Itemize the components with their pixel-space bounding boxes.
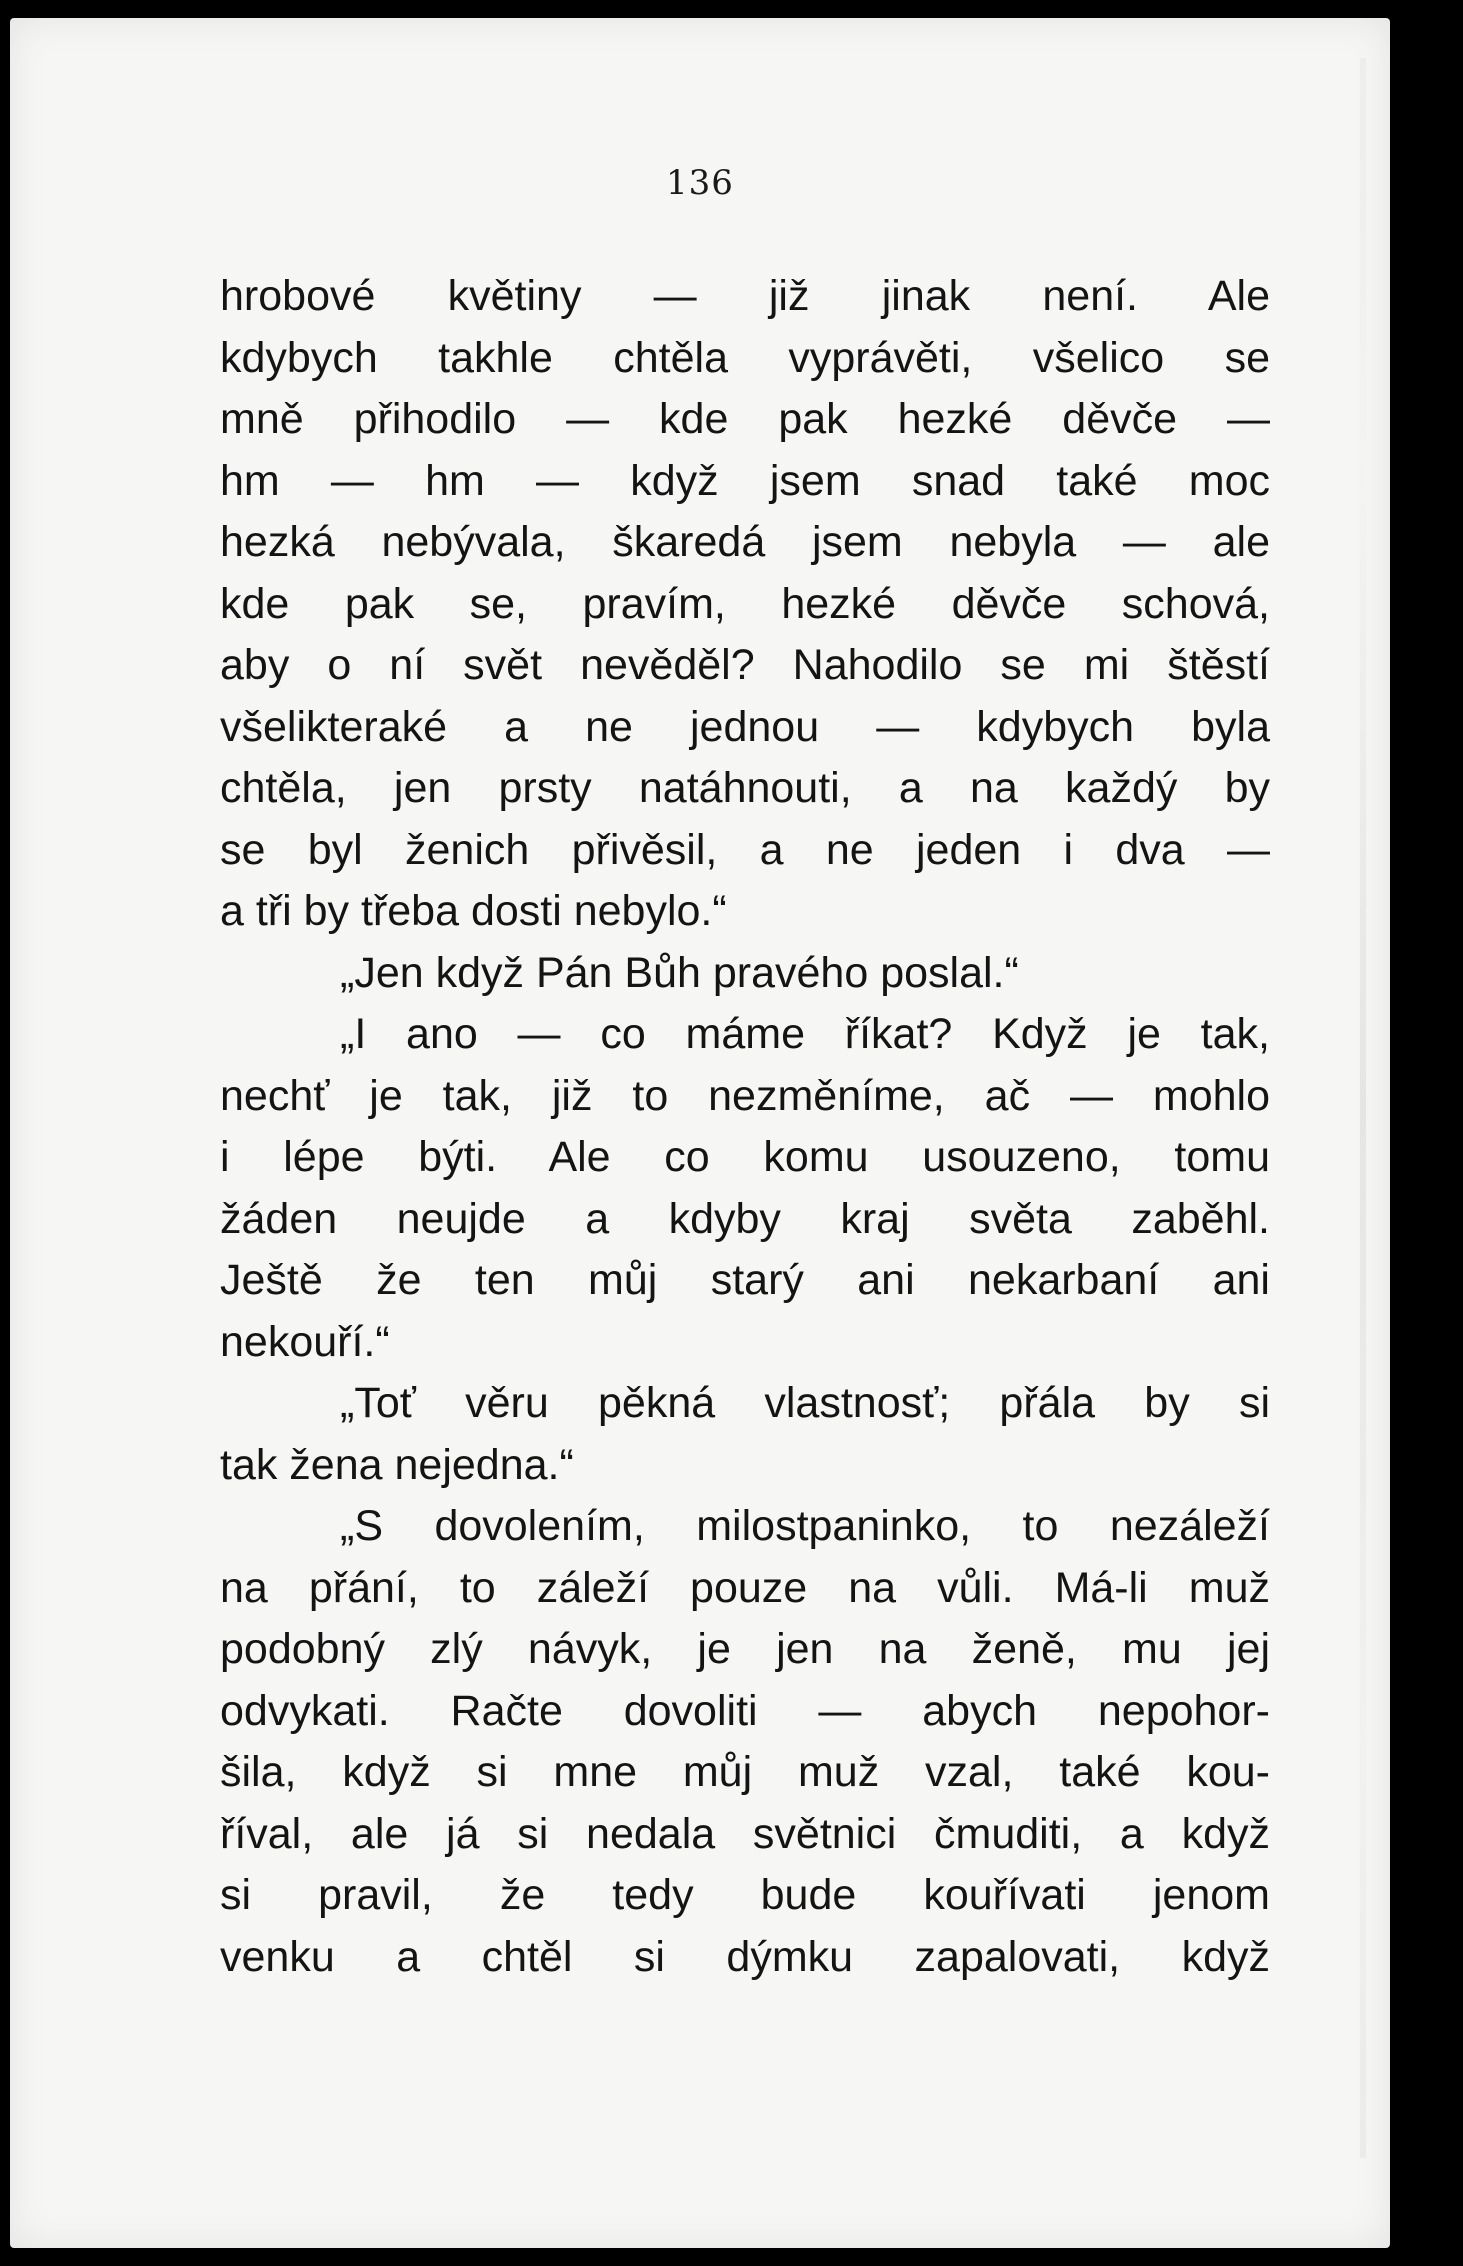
text-line: tak žena nejedna.“ (220, 1440, 574, 1489)
text-line: kde pak se, pravím, hezké děvče schová, (220, 579, 1270, 628)
text-line: šila, když si mne můj muž vzal, také kou- (220, 1748, 1270, 1796)
page-edge-shadow (1360, 58, 1366, 2158)
text-line: říval, ale já si nedala světnici čmuditi, a když (220, 1809, 1270, 1858)
text-line: nekouří.“ (220, 1317, 390, 1366)
text-line: kdybych takhle chtěla vyprávěti, všelico se (220, 333, 1270, 382)
text-line: „Toť věru pěkná vlastnosť; přála by si (340, 1379, 1270, 1427)
text-line: hezká nebývala, škaredá jsem nebyla — ale (220, 518, 1270, 566)
text-line: „Jen když Pán Bůh pravého poslal.“ (340, 948, 1019, 997)
text-line: se byl ženich přivěsil, a ne jeden i dva — (220, 825, 1270, 874)
text-line: všelikteraké a ne jednou — kdybych byla (220, 702, 1270, 751)
text-line: hrobové květiny — již jinak není. Ale (220, 272, 1270, 320)
text-line: chtěla, jen prsty natáhnouti, a na každý by (220, 764, 1270, 812)
text-line: na přání, to záleží pouze na vůli. Má-li muž (220, 1563, 1270, 1612)
page-number: 136 (666, 163, 734, 203)
text-line: nechť je tak, již to nezměníme, ač — mohlo (220, 1071, 1270, 1120)
text-line: venku a chtěl si dýmku zapalovati, když (220, 1932, 1270, 1981)
text-line: i lépe býti. Ale co komu usouzeno, tomu (220, 1133, 1270, 1181)
body-text (220, 266, 1270, 1988)
text-line: si pravil, že tedy bude kouřívati jenom (220, 1871, 1270, 1919)
text-line: „I ano — co máme říkat? Když je tak, (340, 1010, 1270, 1058)
text-line: aby o ní svět nevěděl? Nahodilo se mi štěstí (220, 641, 1270, 689)
text-line: mně přihodilo — kde pak hezké děvče — (220, 395, 1270, 443)
book-page (10, 18, 1390, 2248)
text-line: podobný zlý návyk, je jen na ženě, mu jej (220, 1625, 1270, 1673)
text-line: Ještě že ten můj starý ani nekarbaní ani (220, 1256, 1270, 1304)
text-line: a tři by třeba dosti nebylo.“ (220, 887, 727, 935)
text-line: odvykati. Račte dovoliti — abych nepohor- (220, 1686, 1270, 1735)
text-line: žáden neujde a kdyby kraj světa zaběhl. (220, 1194, 1270, 1243)
text-line: „S dovolením, milostpaninko, to nezáleží (340, 1502, 1270, 1550)
text-line: hm — hm — když jsem snad také moc (220, 456, 1270, 505)
